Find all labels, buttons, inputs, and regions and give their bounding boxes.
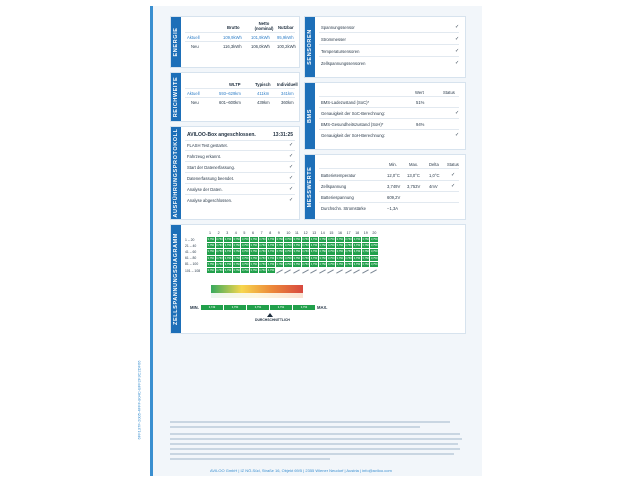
voltage-cell: 3,750 [302,250,309,254]
voltage-cell: 3,750 [250,256,258,260]
protocol-time: 13:31:25 [273,132,294,138]
voltage-cell: 3,750 [370,244,378,248]
cell-voltage-max: 3,753V [407,184,421,189]
voltage-cell: 3,750 [284,244,292,248]
column-number: 14 [320,231,325,235]
cell-voltage-min: 3,749V [387,184,401,189]
voltage-cell: 3,750 [259,244,266,248]
voltage-cell: 3,750 [362,250,369,254]
bms-soc-accuracy-label: Genauigkeit der SoC-Berechnung: [321,111,386,116]
voltage-cell: 3,750 [336,250,344,254]
report-id: 6FF137F-2005-4FFF-804C-BFF2F3C2DF66 [136,360,142,440]
voltage-cell: 3,750 [353,244,361,248]
energy-col-gross: Brutto [227,25,240,30]
range-label: REICHWEITE [171,73,181,121]
empty-cell-marker [319,269,326,273]
battery-temperature-max: 13,0°C [407,173,420,178]
empty-cell-marker [302,269,309,273]
protocol-panel [170,126,300,220]
check-icon: ✓ [455,36,460,42]
check-icon: ✓ [289,175,294,181]
column-number: 9 [277,231,280,235]
legend-min-label: MIN. [190,305,199,310]
check-icon: ✓ [455,24,460,30]
voltage-cell: 3,750 [302,244,309,248]
measurements-col-min: Min. [389,162,397,167]
voltage-cell: 3,750 [353,250,361,254]
voltage-cell: 3,750 [259,269,266,272]
check-icon: ✓ [455,60,460,66]
battery-temperature-min: 12,0°C [387,173,400,178]
voltage-cell: 3,750 [267,256,275,260]
range-row-new-label: Neu [191,100,199,105]
column-number: 4 [234,231,237,235]
bms-soc-value: 51% [416,100,425,105]
protocol-item: FLASH Test gestartet. [187,143,228,148]
protocol-item: Analyse der Daten. [187,187,223,192]
voltage-cell: 3,750 [250,269,258,272]
row-range-label: 21 – 40 [185,243,197,248]
measurements-col-delta: Delta [429,162,439,167]
voltage-cell: 3,750 [233,250,240,254]
legend-cell: 3,751 [247,305,269,310]
voltage-cell: 3,750 [362,238,369,241]
measurements-col-status: Status [447,162,459,167]
voltage-cell: 3,750 [310,262,318,266]
cell-diagram-label: ZELLSPANNUNGSDIAGRAMM [171,225,181,333]
range-col-individual: Individuell [277,82,298,87]
energy-current-net: 101,9kWh [251,35,270,40]
voltage-cell: 3,750 [241,238,249,241]
energy-col-usable: Nutzbar [278,25,294,30]
sensor-current: Strommesser [321,37,346,42]
voltage-cell: 3,750 [267,238,275,241]
check-icon: ✓ [289,142,294,148]
sensor-temperature: Temperatursensoren [321,49,360,54]
cell-voltage-label: Zellspannung [321,184,347,189]
voltage-cell: 3,750 [362,256,369,260]
voltage-cell: 3,750 [241,269,249,272]
energy-new-usable: 100,2kWh [277,44,296,49]
voltage-cell: 3,750 [259,262,266,266]
range-col-typical: Typisch [255,82,271,87]
voltage-cell: 3,750 [336,238,344,241]
range-current-wltp: 593–629km [219,91,241,96]
voltage-cell: 3,750 [241,250,249,254]
voltage-cell: 3,750 [276,262,283,266]
row-range-label: 41 – 60 [185,249,197,254]
check-icon: ✓ [289,164,294,170]
bms-col-value: Wert [415,90,424,95]
voltage-cell: 3,750 [327,238,335,241]
energy-row-current-label: Aktuell [187,35,200,40]
voltage-cell: 3,750 [207,238,215,241]
measurements-label: MESSWERTE [305,155,315,219]
voltage-cell: 3,750 [327,250,335,254]
column-number: 12 [303,231,308,235]
voltage-cell: 3,750 [224,262,232,266]
bms-soh-label: BMS-Gesundheitszustand (SoH)* [321,122,384,127]
check-icon: ✓ [451,183,456,189]
voltage-cell: 3,750 [362,244,369,248]
column-number: 20 [372,231,377,235]
voltage-cell: 3,750 [216,262,223,266]
legend-max-label: MAX. [317,305,328,310]
voltage-cell: 3,750 [310,238,318,241]
voltage-cell: 3,750 [345,256,352,260]
voltage-cell: 3,750 [224,256,232,260]
battery-temperature-delta: 1,0°C [429,173,440,178]
voltage-cell: 3,750 [250,262,258,266]
legend-cell: 3,752 [270,305,292,310]
legend-heat-gradient [211,285,303,293]
voltage-cell: 3,750 [353,256,361,260]
empty-cell-marker [310,269,317,273]
legend-cell: 3,750 [224,305,246,310]
voltage-cell: 3,750 [284,250,292,254]
empty-cell-marker [345,269,352,273]
voltage-cell: 3,750 [293,256,301,260]
row-range-label: 1 – 20 [185,237,195,242]
energy-label: ENERGIE [171,17,181,67]
voltage-cell: 3,750 [259,256,266,260]
column-number: 15 [329,231,334,235]
voltage-cell: 3,750 [302,238,309,241]
energy-row-new-label: Neu [191,44,199,49]
voltage-cell: 3,750 [284,238,292,241]
bms-label: BMS [305,83,315,149]
column-number: 10 [286,231,291,235]
sensor-cell-voltage: Zellspannungssensoren [321,61,366,66]
voltage-cell: 3,750 [224,244,232,248]
voltage-cell: 3,750 [319,250,326,254]
sheet-accent-band [150,6,153,476]
cell-diagram-panel [170,224,466,334]
voltage-cell: 3,750 [233,256,240,260]
row-range-label: 81 – 100 [185,262,199,267]
range-new-wltp: 601–600km [219,100,241,105]
footnote-text [170,418,466,463]
voltage-cell: 3,750 [310,244,318,248]
voltage-cell: 3,750 [241,244,249,248]
range-panel [170,72,300,122]
voltage-cell: 3,750 [302,256,309,260]
voltage-cell: 3,750 [336,262,344,266]
empty-cell-marker [336,269,343,273]
legend-average-label: DURCHSCHNITTLICH [255,318,290,322]
voltage-cell: 3,750 [276,250,283,254]
protocol-item: Start der Datenerfassung. [187,165,235,170]
voltage-cell: 3,750 [267,269,275,272]
measurements-col-max: Max. [409,162,419,167]
voltage-cell: 3,750 [207,269,215,272]
range-new-typical: 439km [257,100,270,105]
sensors-label: SENSOREN [305,17,315,77]
average-current-label: Durchschn. Stromstärke [321,206,366,211]
voltage-cell: 3,750 [284,256,292,260]
bms-soc-label: BMS-Ladezustand (SoC)* [321,100,370,105]
voltage-cell: 3,750 [207,250,215,254]
voltage-cell: 3,750 [241,256,249,260]
column-number: 13 [312,231,317,235]
row-range-label: 101 – 108 [185,268,201,273]
column-number: 18 [355,231,360,235]
voltage-cell: 3,750 [293,244,301,248]
energy-new-net: 106,0kWh [251,44,270,49]
voltage-cell: 3,750 [327,244,335,248]
voltage-cell: 3,750 [336,256,344,260]
empty-cell-marker [276,269,283,273]
voltage-cell: 3,750 [310,250,318,254]
voltage-cell: 3,750 [250,244,258,248]
column-number: 17 [346,231,351,235]
voltage-cell: 3,750 [233,244,240,248]
voltage-cell: 3,750 [370,262,378,266]
voltage-cell: 3,750 [224,250,232,254]
protocol-label: AUSFÜHRUNGSPROTOKOLL [173,128,179,218]
voltage-cell: 3,750 [370,250,378,254]
voltage-cell: 3,750 [276,238,283,241]
cell-voltage-delta: 4mV [429,184,438,189]
column-number: 6 [252,231,254,235]
voltage-cell: 3,750 [327,262,335,266]
range-row-current-label: Aktuell [187,91,200,96]
protocol-item: Fahrzeug erkannt. [187,154,221,159]
voltage-cell: 3,750 [267,250,275,254]
energy-current-usable: 95,9kWh [277,35,294,40]
voltage-cell: 3,750 [216,269,223,272]
column-number: 8 [269,231,272,235]
column-number: 7 [260,231,263,235]
energy-current-gross: 109,9kWh [223,35,242,40]
battery-temperature-label: Batterietemperatur [321,173,356,178]
voltage-cell: 3,750 [345,262,352,266]
voltage-cell: 3,750 [250,238,258,241]
voltage-cell: 3,750 [310,256,318,260]
voltage-cell: 3,750 [293,250,301,254]
legend-shadow [211,293,303,298]
voltage-cell: 3,750 [327,256,335,260]
voltage-cell: 3,750 [224,238,232,241]
legend-cell: 3,749 [201,305,223,310]
range-col-wltp: WLTP [229,82,241,87]
voltage-cell: 3,750 [216,256,223,260]
voltage-cell: 3,750 [259,250,266,254]
check-icon: ✓ [289,197,294,203]
average-marker-icon [267,313,273,317]
check-icon: ✓ [289,153,294,159]
energy-col-net: Netto (nominal) [254,21,274,31]
voltage-cell: 3,750 [216,250,223,254]
energy-new-gross: 116,3kWh [223,44,242,49]
average-current-value: −1,3A [387,206,399,211]
battery-voltage-label: Batteriespannung [321,195,354,200]
empty-cell-marker [371,269,378,273]
voltage-cell: 3,750 [302,262,309,266]
check-icon: ✓ [289,186,294,192]
empty-cell-marker [328,269,335,273]
bms-col-status: Status [443,90,455,95]
voltage-cell: 3,750 [319,244,326,248]
voltage-cell: 3,750 [207,256,215,260]
voltage-cell: 3,750 [241,262,249,266]
voltage-cell: 3,750 [293,262,301,266]
empty-cell-marker [293,269,300,273]
column-number: 19 [363,231,368,235]
row-range-label: 61 – 80 [185,256,197,261]
protocol-title: AVILOO-Box angeschlossen. [187,132,256,138]
empty-cell-marker [362,269,369,273]
voltage-cell: 3,750 [233,262,240,266]
voltage-cell: 3,750 [207,244,215,248]
voltage-cell: 3,750 [319,262,326,266]
protocol-item: Analyse abgeschlossen. [187,198,233,203]
measurements-panel [304,154,466,220]
voltage-cell: 3,750 [370,256,378,260]
empty-cell-marker [353,269,360,273]
legend-cell: 3,753 [293,305,315,310]
voltage-cell: 3,750 [233,238,240,241]
voltage-cell: 3,750 [345,250,352,254]
voltage-cell: 3,750 [267,244,275,248]
bms-soh-accuracy-label: Genauigkeit der SoH-Berechnung: [321,133,386,138]
voltage-cell: 3,750 [362,262,369,266]
voltage-cell: 3,750 [336,244,344,248]
bms-panel [304,82,466,150]
voltage-cell: 3,750 [216,244,223,248]
range-current-individual: 341km [281,91,294,96]
range-new-individual: 360km [281,100,294,105]
voltage-cell: 3,750 [370,238,378,241]
voltage-cell: 3,750 [353,262,361,266]
sensor-voltage: Spannungssensor [321,25,355,30]
check-icon: ✓ [455,110,460,116]
voltage-cell: 3,750 [345,244,352,248]
column-number: 5 [243,231,246,235]
energy-panel [170,16,300,68]
voltage-cell: 3,750 [267,262,275,266]
report-sheet [150,6,482,476]
footer-company: AVILOO GmbH | IZ NÖ-Süd, Straße 16, Objekt 69/5 | 2355 Wiener Neudorf | Austria | info@aviloo.com [210,468,392,473]
battery-voltage-value: 609,2V [387,195,401,200]
voltage-cell: 3,750 [293,238,301,241]
voltage-cell: 3,750 [224,269,232,272]
voltage-cell: 3,750 [250,250,258,254]
voltage-cell: 3,750 [276,256,283,260]
check-icon: ✓ [451,172,456,178]
voltage-cell: 3,750 [276,244,283,248]
column-number: 1 [209,231,211,235]
check-icon: ✓ [455,132,460,138]
voltage-cell: 3,750 [319,256,326,260]
protocol-item: Datenerfassung beendet. [187,176,235,181]
check-icon: ✓ [455,48,460,54]
column-number: 3 [226,231,229,235]
voltage-cell: 3,750 [233,269,240,272]
column-number: 2 [217,231,220,235]
column-number: 11 [295,231,299,235]
voltage-cell: 3,750 [207,262,215,266]
range-current-typical: 411km [257,91,270,96]
voltage-cell: 3,750 [345,238,352,241]
column-number: 16 [338,231,342,235]
empty-cell-marker [285,269,292,273]
voltage-cell: 3,750 [353,238,361,241]
voltage-cell: 3,750 [284,262,292,266]
voltage-cell: 3,750 [259,238,266,241]
voltage-cell: 3,750 [216,238,223,241]
sensors-panel [304,16,466,78]
bms-soh-value: 94% [416,122,425,127]
voltage-cell: 3,750 [319,238,326,241]
